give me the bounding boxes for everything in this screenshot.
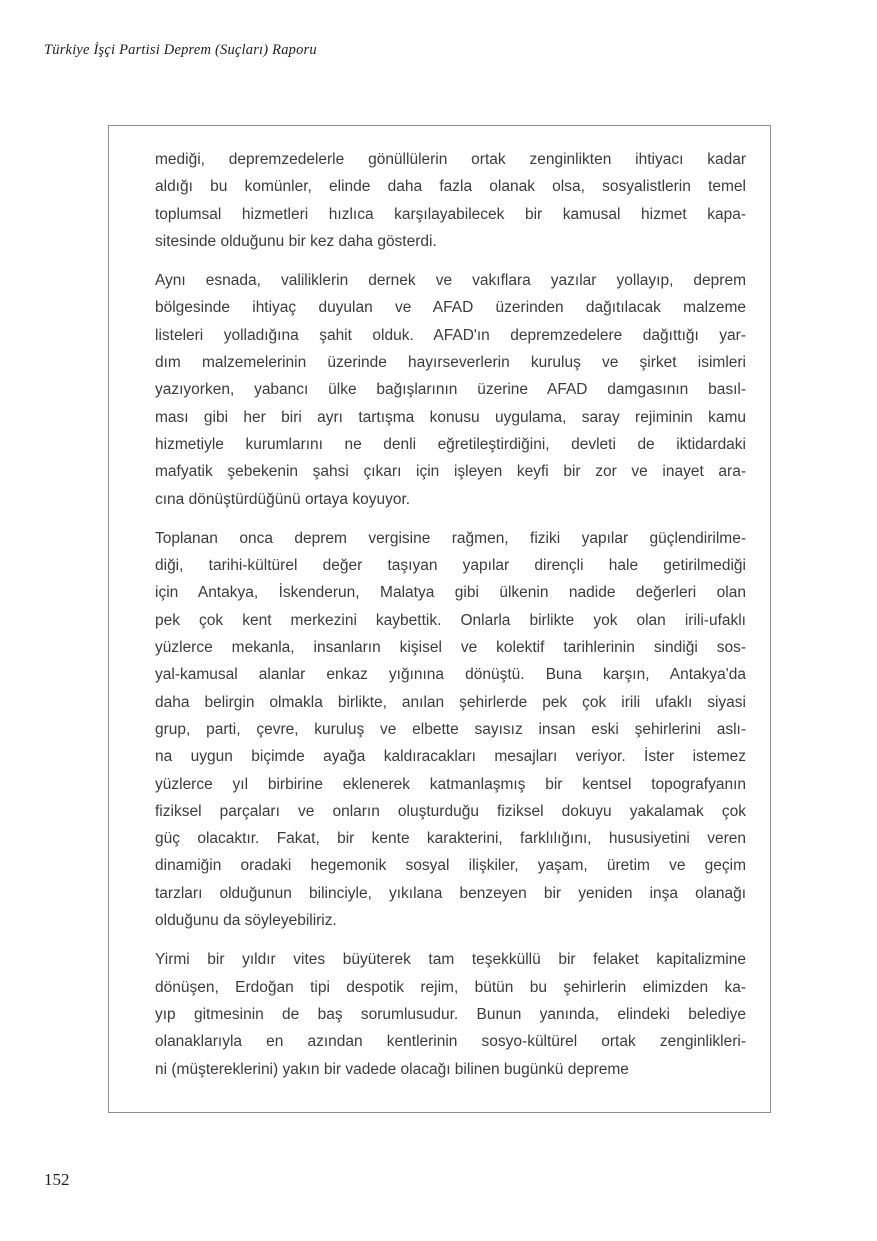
- content-box: [108, 125, 771, 1113]
- page-number: 152: [44, 1170, 70, 1189]
- text-line: güç olacaktır. Fakat, bir kente karakterini, farklılığını, hususiyetini veren: [155, 830, 746, 848]
- text-line: cına dönüştürdüğünü ortaya koyuyor.: [155, 490, 411, 508]
- paragraph: [155, 525, 746, 934]
- text-line: toplumsal hizmetleri hızlıca karşılayabilecek bir kamusal hizmet kapa-: [155, 205, 746, 223]
- paragraph: [155, 146, 746, 255]
- text-line: listeleri yolladığına şahit olduk. AFAD'ın depremzedelere dağıttığı yar-: [155, 326, 746, 344]
- text-line: dım malzemelerinin üzerinde hayırseverlerin kuruluş ve şirket isimleri: [155, 354, 746, 372]
- paragraph: [155, 267, 746, 513]
- text-line: için Antakya, İskenderun, Malatya gibi ülkenin nadide değerleri olan: [155, 584, 746, 602]
- text-line: yıp gitmesinin de baş sorumlusudur. Bunun yanında, elindeki belediye: [155, 1005, 746, 1023]
- text-line: ni (müştereklerini) yakın bir vadede olacağı bilinen bugünkü depreme: [155, 1060, 629, 1078]
- text-line: daha belirgin olmakla birlikte, anılan şehirlerde pek çok irili ufaklı siyasi: [155, 693, 746, 711]
- text-line: pek çok kent merkezini kaybettik. Onlarla birlikte yok olan irili-ufaklı: [155, 611, 746, 629]
- text-line: hizmetiyle kurumlarını ne denli eğretileştirdiğini, devleti de iktidardaki: [155, 435, 746, 453]
- text-line: Aynı esnada, valiliklerin dernek ve vakıflara yazılar yollayıp, deprem: [155, 272, 746, 290]
- text-line: na uygun biçimde ayağa kaldıracakları mesajları veriyor. İster istemez: [155, 748, 746, 766]
- text-line: olduğunu da söyleyebiliriz.: [155, 912, 337, 930]
- text-line: diği, tarihi-kültürel değer taşıyan yapılar dirençli hale getirilmediği: [155, 557, 746, 575]
- text-line: dinamiğin oradaki hegemonik sosyal ilişkiler, yaşam, üretim ve geçim: [155, 857, 746, 875]
- text-line: Toplanan onca deprem vergisine rağmen, fiziki yapılar güçlendirilme-: [155, 529, 746, 547]
- text-line: sitesinde olduğunu bir kez daha gösterdi.: [155, 232, 437, 250]
- text-line: tarzları olduğunun bilinciyle, yıkılana benzeyen bir yeniden inşa olanağı: [155, 884, 746, 902]
- text-line: yazıyorken, yabancı ülke bağışlarının üzerine AFAD damgasının basıl-: [155, 381, 746, 399]
- text-line: yüzlerce mekanla, insanların kişisel ve kolektif tarihlerinin sindiği sos-: [155, 639, 746, 657]
- text-line: yüzlerce yıl birbirine eklenerek katmanlaşmış bir kentsel topografyanın: [155, 775, 746, 793]
- text-line: aldığı bu komünler, elinde daha fazla olanak olsa, sosyalistlerin temel: [155, 178, 746, 196]
- text-line: Yirmi bir yıldır vites büyüterek tam teşekküllü bir felaket kapitalizmine: [155, 951, 746, 969]
- page-header-title: Türkiye İşçi Partisi Deprem (Suçları) Raporu: [44, 42, 317, 58]
- text-line: olanaklarıyla en azından kentlerinin sosyo-kültürel ortak zenginlikleri-: [155, 1033, 746, 1051]
- paragraphs: [155, 146, 746, 1083]
- text-line: ması gibi her biri ayrı tartışma konusu uygulama, saray rejiminin kamu: [155, 408, 746, 426]
- text-line: fiziksel parçaları ve onların oluşturduğu fiziksel dokuyu yakalamak çok: [155, 802, 746, 820]
- text-line: grup, parti, çevre, kuruluş ve elbette sayısız insan eski şehirlerini aslı-: [155, 720, 746, 738]
- text-line: dönüşen, Erdoğan tipi despotik rejim, bütün bu şehirlerin elimizden ka-: [155, 978, 746, 996]
- text-line: mediği, depremzedelerle gönüllülerin ortak zenginlikten ihtiyacı kadar: [155, 151, 746, 168]
- text-line: yal-kamusal alanlar enkaz yığınına dönüştü. Buna karşın, Antakya'da: [155, 666, 746, 684]
- text-line: bölgesinde ihtiyaç duyulan ve AFAD üzerinden dağıtılacak malzeme: [155, 299, 746, 317]
- paragraph: [155, 946, 746, 1082]
- text-line: mafyatik şebekenin şahsi çıkarı için işleyen keyfi bir zor ve inayet ara-: [155, 463, 746, 481]
